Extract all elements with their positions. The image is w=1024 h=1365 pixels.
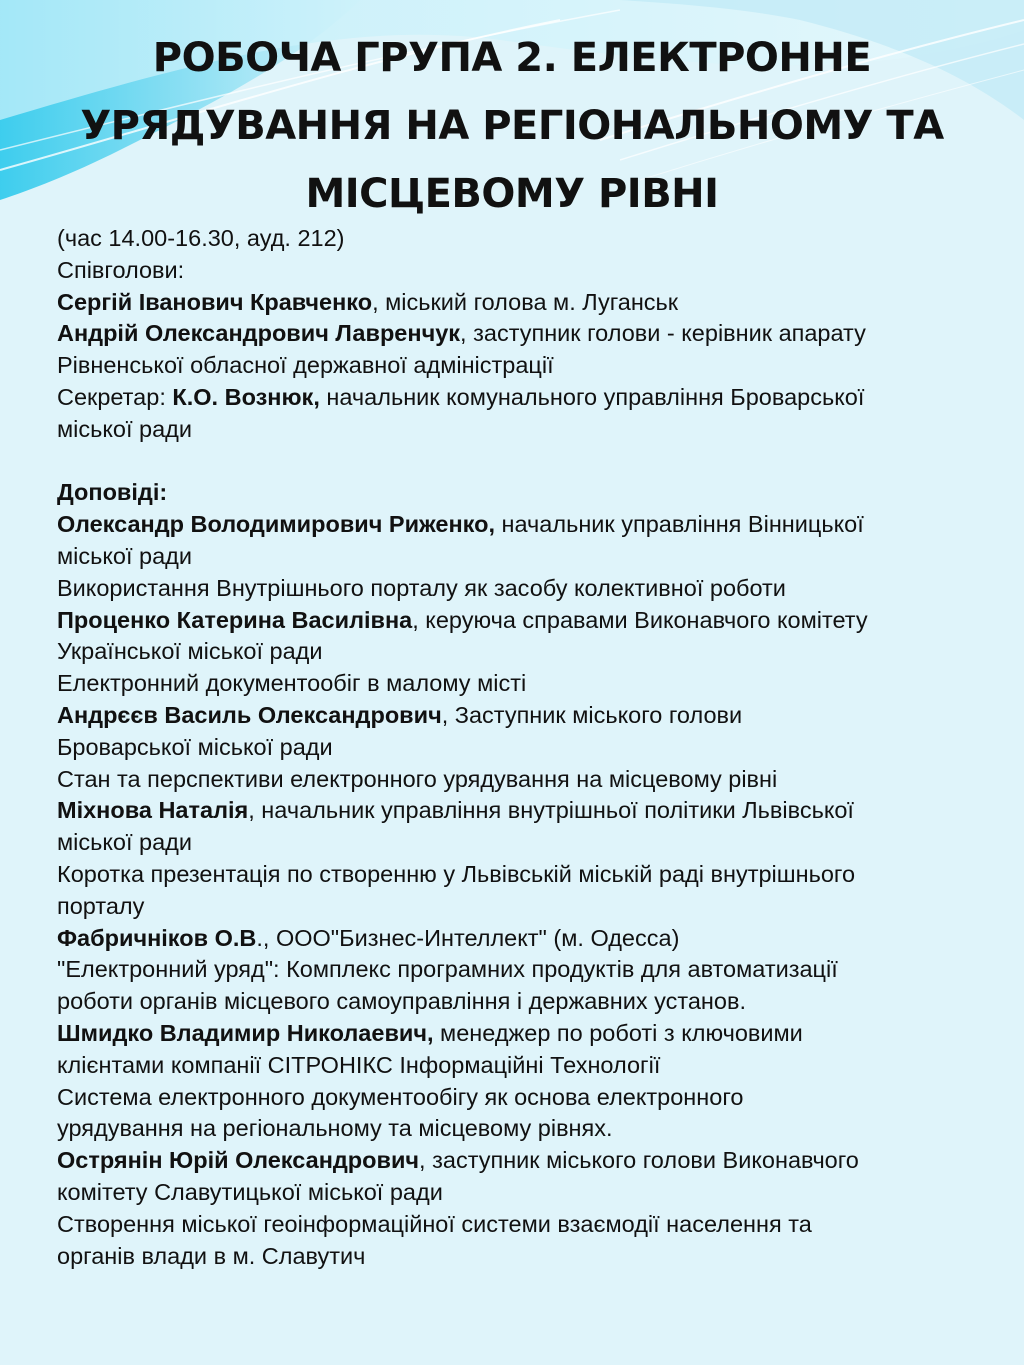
person-role: начальник комунального управління Броварської (319, 383, 865, 410)
report-item (57, 509, 987, 604)
report-topic: роботи органів місцевого самоуправління і державних установ. (57, 988, 746, 1015)
speaker-role-continued: Броварської міської ради (57, 733, 333, 760)
speaker-name: Фабричніков О.В (57, 924, 257, 951)
speaker-line (57, 795, 987, 827)
person-role: , заступник голови - керівник апарату (460, 320, 866, 347)
title-line: УРЯДУВАННЯ НА РЕГІОНАЛЬНОМУ ТА (80, 103, 944, 149)
reports-label: Доповіді: (57, 479, 168, 506)
speaker-role: , начальник управління внутрішньої політики Львівської (248, 797, 854, 824)
speaker-name: Шмидко Владимир Николаевич, (57, 1019, 434, 1046)
speaker-role: , керуюча справами Виконавчого комітету (412, 606, 868, 633)
speaker-name: Олександр Володимирович Риженко, (57, 511, 495, 538)
speaker-line (57, 605, 987, 637)
person-name: Андрій Олександрович Лавренчук (57, 320, 461, 347)
speaker-line (57, 509, 987, 541)
secretary-label: Секретар: (57, 383, 173, 410)
speaker-name: Проценко Катерина Василівна (57, 606, 413, 633)
person-role-continued: Рівненської обласної державної адміністрації (57, 352, 554, 379)
report-item (57, 1018, 987, 1145)
speaker-line (57, 1145, 987, 1177)
report-topic: органів влади в м. Славутич (57, 1242, 366, 1269)
agenda-body (57, 223, 987, 1272)
report-topic: Система електронного документообігу як основа електронного (57, 1083, 744, 1110)
report-item (57, 1145, 987, 1272)
report-item (57, 795, 987, 922)
speaker-role-continued: клієнтами компанії СІТРОНІКС Інформаційні Технології (57, 1051, 661, 1078)
person-role: , міський голова м. Луганськ (372, 288, 679, 315)
report-topic: Стан та перспективи електронного урядування на місцевому рівні (57, 765, 778, 792)
report-topic: Створення міської геоінформаційної системи взаємодії населення та (57, 1210, 812, 1237)
report-item (57, 605, 987, 700)
report-item (57, 923, 987, 1018)
speaker-role-continued: міської ради (57, 829, 193, 856)
title-line: РОБОЧА ГРУПА 2. ЕЛЕКТРОННЕ (152, 35, 872, 81)
session-time: (час 14.00-16.30, ауд. 212) (57, 225, 345, 251)
speaker-role: , Заступник міського голови (441, 701, 743, 728)
report-topic: "Електронний уряд": Комплекс програмних продуктів для автоматизації (57, 956, 838, 983)
report-topic: Використання Внутрішнього порталу як засобу колективної роботи (57, 574, 786, 601)
speaker-line (57, 923, 987, 955)
speaker-role: , заступник міського голови Виконавчого (419, 1147, 859, 1174)
report-topic: урядування на регіональному та місцевому рівнях. (57, 1115, 613, 1142)
report-topic: порталу (57, 892, 145, 919)
reports-list (57, 509, 987, 1272)
speaker-role: начальник управління Вінницької (494, 511, 864, 538)
person-name: Сергій Іванович Кравченко (57, 288, 373, 315)
cochair-entry (57, 318, 987, 350)
person-role-continued: міської ради (57, 415, 193, 442)
cochair-entry (57, 287, 987, 319)
report-item (57, 700, 987, 795)
speaker-role-continued: комітету Славутицької міської ради (57, 1178, 443, 1205)
speaker-role: менеджер по роботі з ключовими (433, 1019, 803, 1046)
speaker-name: Андрєєв Василь Олександрович (57, 701, 442, 728)
report-topic: Коротка презентація по створенню у Львівській міській раді внутрішнього (57, 860, 856, 887)
speaker-line (57, 700, 987, 732)
speaker-name: Міхнова Наталія (57, 797, 249, 824)
speaker-name: Острянін Юрій Олександрович (57, 1147, 420, 1174)
person-name: К.О. Вознюк, (172, 383, 320, 410)
title-line: МІСЦЕВОМУ РІВНІ (305, 171, 719, 217)
speaker-line (57, 1018, 987, 1050)
cochairs-label: Співголови: (57, 256, 185, 283)
report-topic: Електронний документообіг в малому місті (57, 670, 527, 697)
speaker-role-continued: міської ради (57, 542, 193, 569)
speaker-role-continued: Української міської ради (57, 638, 323, 665)
secretary-entry (57, 382, 987, 414)
speaker-role: ., ООО"Бизнес-Интеллект" (м. Одесса) (256, 924, 680, 951)
slide-title (40, 24, 984, 228)
spacer (57, 446, 987, 478)
